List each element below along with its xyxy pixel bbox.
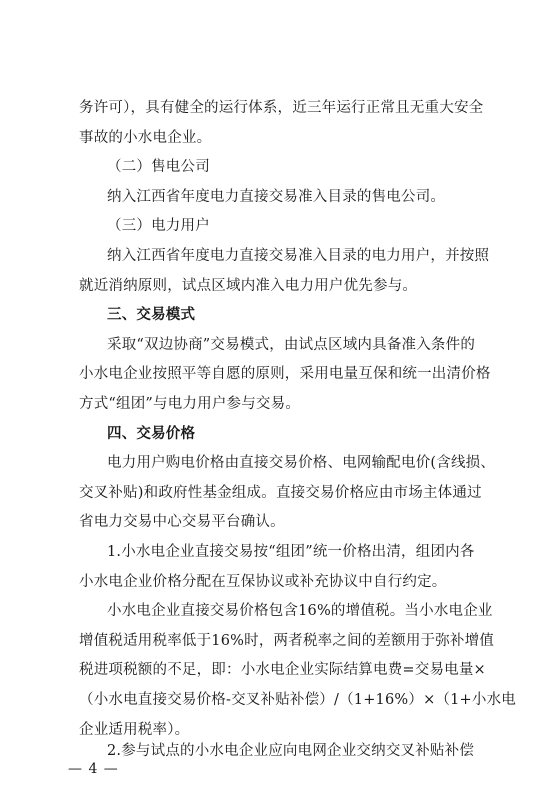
body-line: 事故的小水电企业。 bbox=[79, 129, 212, 146]
body-line: 1.小水电企业直接交易按“组团”统一价格出清，组团内各 bbox=[107, 544, 475, 560]
body-line: 小水电企业价格分配在互保协议或补充协议中自行约定。 bbox=[79, 573, 447, 590]
body-line: 省电力交易中心交易平台确认。 bbox=[79, 514, 285, 531]
page-number: — 4 — bbox=[68, 761, 119, 777]
body-line: 小水电企业按照平等自愿的原则，采用电量互保和统一出清价格 bbox=[79, 366, 491, 383]
body-line: 就近消纳原则，试点区域内准入电力用户优先参与。 bbox=[79, 277, 418, 294]
body-line: 纳入江西省年度电力直接交易准入目录的售电公司。 bbox=[107, 188, 446, 205]
section-heading: 三、交易模式 bbox=[107, 307, 196, 324]
body-line: 税进项税额的不足，即：小水电企业实际结算电费=交易电量× bbox=[79, 662, 486, 679]
body-line: 交叉补贴)和政府性基金组成。直接交易价格应由市场主体通过 bbox=[79, 484, 482, 501]
body-line: 纳入江西省年度电力直接交易准入目录的电力用户，并按照 bbox=[107, 248, 490, 264]
body-line: 企业适用税率）。 bbox=[79, 721, 190, 738]
subsection-heading: （二）售电公司 bbox=[107, 159, 210, 176]
body-line: 2.参与试点的小水电企业应向电网企业交纳交叉补贴补偿 bbox=[107, 743, 475, 760]
body-line: 电力用户购电价格由直接交易价格、电网输配电价(含线损、 bbox=[107, 455, 496, 472]
body-line: 方式“组团”与电力用户参与交易。 bbox=[79, 396, 301, 412]
body-line: 务许可），具有健全的运行体系，近三年运行正常且无重大安全 bbox=[79, 100, 484, 116]
body-line: 采取“双边协商”交易模式，由试点区域内具备准入条件的 bbox=[107, 336, 476, 353]
section-heading: 四、交易价格 bbox=[107, 425, 196, 442]
body-line: 增值税适用税率低于16%时，两者税率之间的差额用于弥补增值 bbox=[79, 632, 495, 649]
body-line: 小水电企业直接交易价格包含16%的增值税。当小水电企业 bbox=[107, 603, 493, 620]
body-line: （小水电直接交易价格-交叉补贴补偿）/（1+16%）×（1+小水电 bbox=[79, 692, 517, 708]
subsection-heading: （三）电力用户 bbox=[107, 218, 210, 235]
